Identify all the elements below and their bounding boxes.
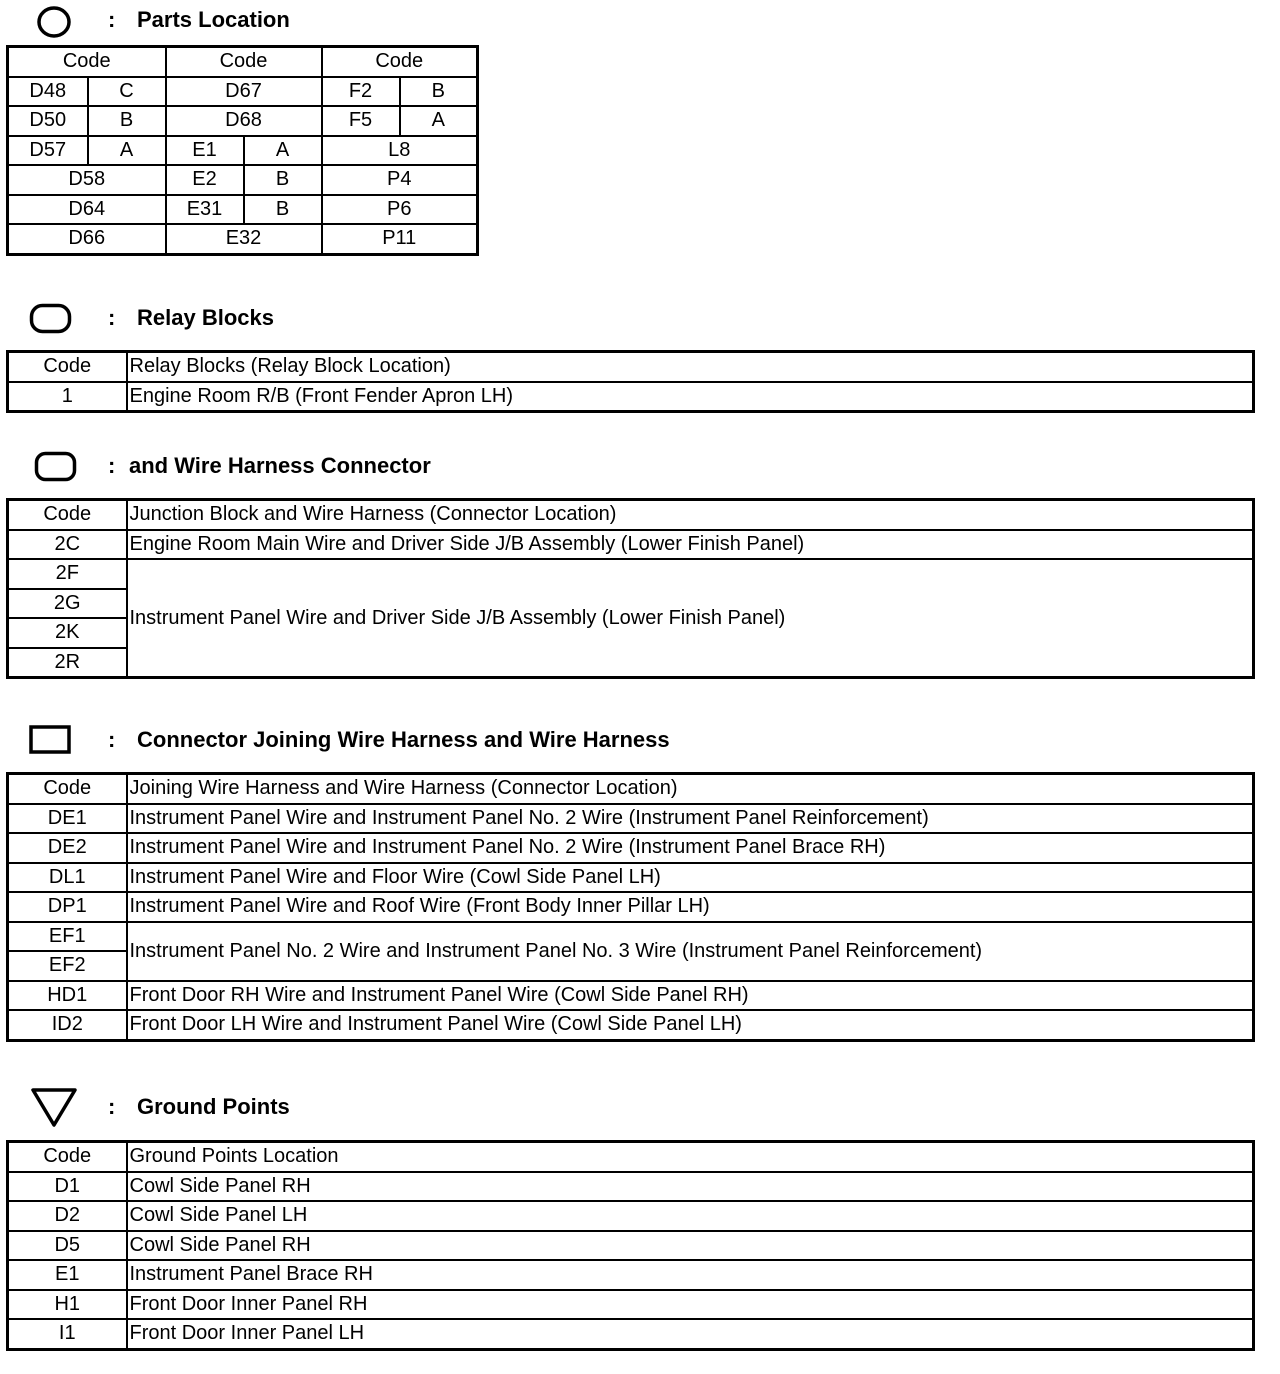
code-cell: 2R [8,648,127,678]
table-row [8,559,1254,589]
code-column-header: Code [8,500,127,530]
rounded-rect-icon [34,451,78,483]
section-title: Ground Points [137,1094,290,1119]
column-header: Code [8,47,166,77]
rectangle-icon [29,725,71,755]
header-row [8,47,478,77]
table-row [8,863,1254,893]
junction-block-table [6,498,1255,679]
code-cell: E31 [166,195,244,225]
code-cell: D67 [166,77,322,107]
code-cell: E1 [166,136,244,166]
code-cell: D64 [8,195,166,225]
code-cell: E32 [166,224,322,254]
code-cell: HD1 [8,981,127,1011]
code-column-header: Code [8,1142,127,1172]
table-row [8,77,478,107]
code-cell: D2 [8,1201,127,1231]
colon: : [108,305,116,330]
code-cell: D1 [8,1172,127,1202]
table-row [8,530,1254,560]
description-cell: Cowl Side Panel LH [127,1201,1254,1231]
ground-points-table [6,1140,1255,1351]
description-cell: Front Door LH Wire and Instrument Panel Wire (Cowl Side Panel LH) [127,1010,1254,1040]
code-cell: 2F [8,559,127,589]
code-cell: 2C [8,530,127,560]
code-cell: E2 [166,165,244,195]
code-cell: 2G [8,589,127,619]
table-row [8,165,478,195]
table-row [8,224,478,254]
code-cell: D57 [8,136,88,166]
code-column-header: Code [8,774,127,804]
header-row [8,500,1254,530]
colon: : [108,453,116,478]
code-column-header: Code [8,352,127,382]
description-cell: Instrument Panel Wire and Roof Wire (Front Body Inner Pillar LH) [127,892,1254,922]
section-title: Relay Blocks [137,305,274,330]
code-cell: DE1 [8,804,127,834]
description-cell: Cowl Side Panel RH [127,1172,1254,1202]
table-row [8,195,478,225]
code-cell: F5 [322,106,400,136]
code-cell: P6 [322,195,478,225]
code-cell: A [400,106,478,136]
code-cell: B [88,106,166,136]
code-cell: B [244,195,322,225]
description-column-header: Ground Points Location [127,1142,1254,1172]
description-cell: Instrument Panel Wire and Instrument Panel No. 2 Wire (Instrument Panel Brace RH) [127,833,1254,863]
table-row [8,1260,1254,1290]
code-cell: 2K [8,618,127,648]
code-cell: EF2 [8,951,127,981]
relay-blocks-table [6,350,1255,413]
description-cell: Instrument Panel Brace RH [127,1260,1254,1290]
code-cell: D58 [8,165,166,195]
code-cell: D50 [8,106,88,136]
triangle-icon [30,1087,78,1129]
table-row [8,1201,1254,1231]
section-title: Parts Location [137,7,290,32]
header-row [8,774,1254,804]
description-cell: Engine Room R/B (Front Fender Apron LH) [127,382,1254,412]
code-cell: B [244,165,322,195]
description-cell: Instrument Panel Wire and Floor Wire (Cowl Side Panel LH) [127,863,1254,893]
table-row [8,382,1254,412]
table-row [8,1010,1254,1040]
description-cell: Front Door Inner Panel RH [127,1290,1254,1320]
code-cell: A [88,136,166,166]
colon: : [108,1094,116,1119]
code-cell: D66 [8,224,166,254]
colon: : [108,7,116,32]
code-cell: D68 [166,106,322,136]
description-cell: Engine Room Main Wire and Driver Side J/B Assembly (Lower Finish Panel) [127,530,1254,560]
description-cell: Instrument Panel Wire and Instrument Panel No. 2 Wire (Instrument Panel Reinforcement) [127,804,1254,834]
description-cell: Instrument Panel Wire and Driver Side J/B Assembly (Lower Finish Panel) [127,559,1254,678]
circle-icon [36,5,72,39]
code-cell: B [400,77,478,107]
code-cell: DP1 [8,892,127,922]
code-cell: D48 [8,77,88,107]
description-column-header: Relay Blocks (Relay Block Location) [127,352,1254,382]
code-cell: EF1 [8,922,127,952]
code-cell: P4 [322,165,478,195]
code-cell: P11 [322,224,478,254]
table-row [8,106,478,136]
code-cell: C [88,77,166,107]
header-row [8,1142,1254,1172]
colon: : [108,727,116,752]
description-column-header: Joining Wire Harness and Wire Harness (Connector Location) [127,774,1254,804]
code-cell: F2 [322,77,400,107]
description-column-header: Junction Block and Wire Harness (Connector Location) [127,500,1254,530]
section-title: Connector Joining Wire Harness and Wire Harness [137,727,670,752]
description-cell: Cowl Side Panel RH [127,1231,1254,1261]
table-row [8,1290,1254,1320]
table-row [8,1172,1254,1202]
code-cell: DL1 [8,863,127,893]
description-cell: Front Door Inner Panel LH [127,1319,1254,1349]
header-row [8,352,1254,382]
code-cell: E1 [8,1260,127,1290]
table-row [8,1231,1254,1261]
code-cell: DE2 [8,833,127,863]
code-cell: ID2 [8,1010,127,1040]
table-row [8,136,478,166]
table-row [8,922,1254,952]
column-header: Code [166,47,322,77]
description-cell: Instrument Panel No. 2 Wire and Instrument Panel No. 3 Wire (Instrument Panel Reinforcement) [127,922,1254,981]
table-row [8,981,1254,1011]
table-row [8,1319,1254,1349]
table-row [8,833,1254,863]
code-cell: A [244,136,322,166]
parts-location-table [6,45,479,256]
code-cell: I1 [8,1319,127,1349]
code-cell: H1 [8,1290,127,1320]
rounded-rect-icon [29,303,73,335]
column-header: Code [322,47,478,77]
code-cell: 1 [8,382,127,412]
connector-table [6,772,1255,1042]
table-row [8,804,1254,834]
table-row [8,892,1254,922]
code-cell: D5 [8,1231,127,1261]
section-title: and Wire Harness Connector [129,453,431,478]
description-cell: Front Door RH Wire and Instrument Panel Wire (Cowl Side Panel RH) [127,981,1254,1011]
code-cell: L8 [322,136,478,166]
